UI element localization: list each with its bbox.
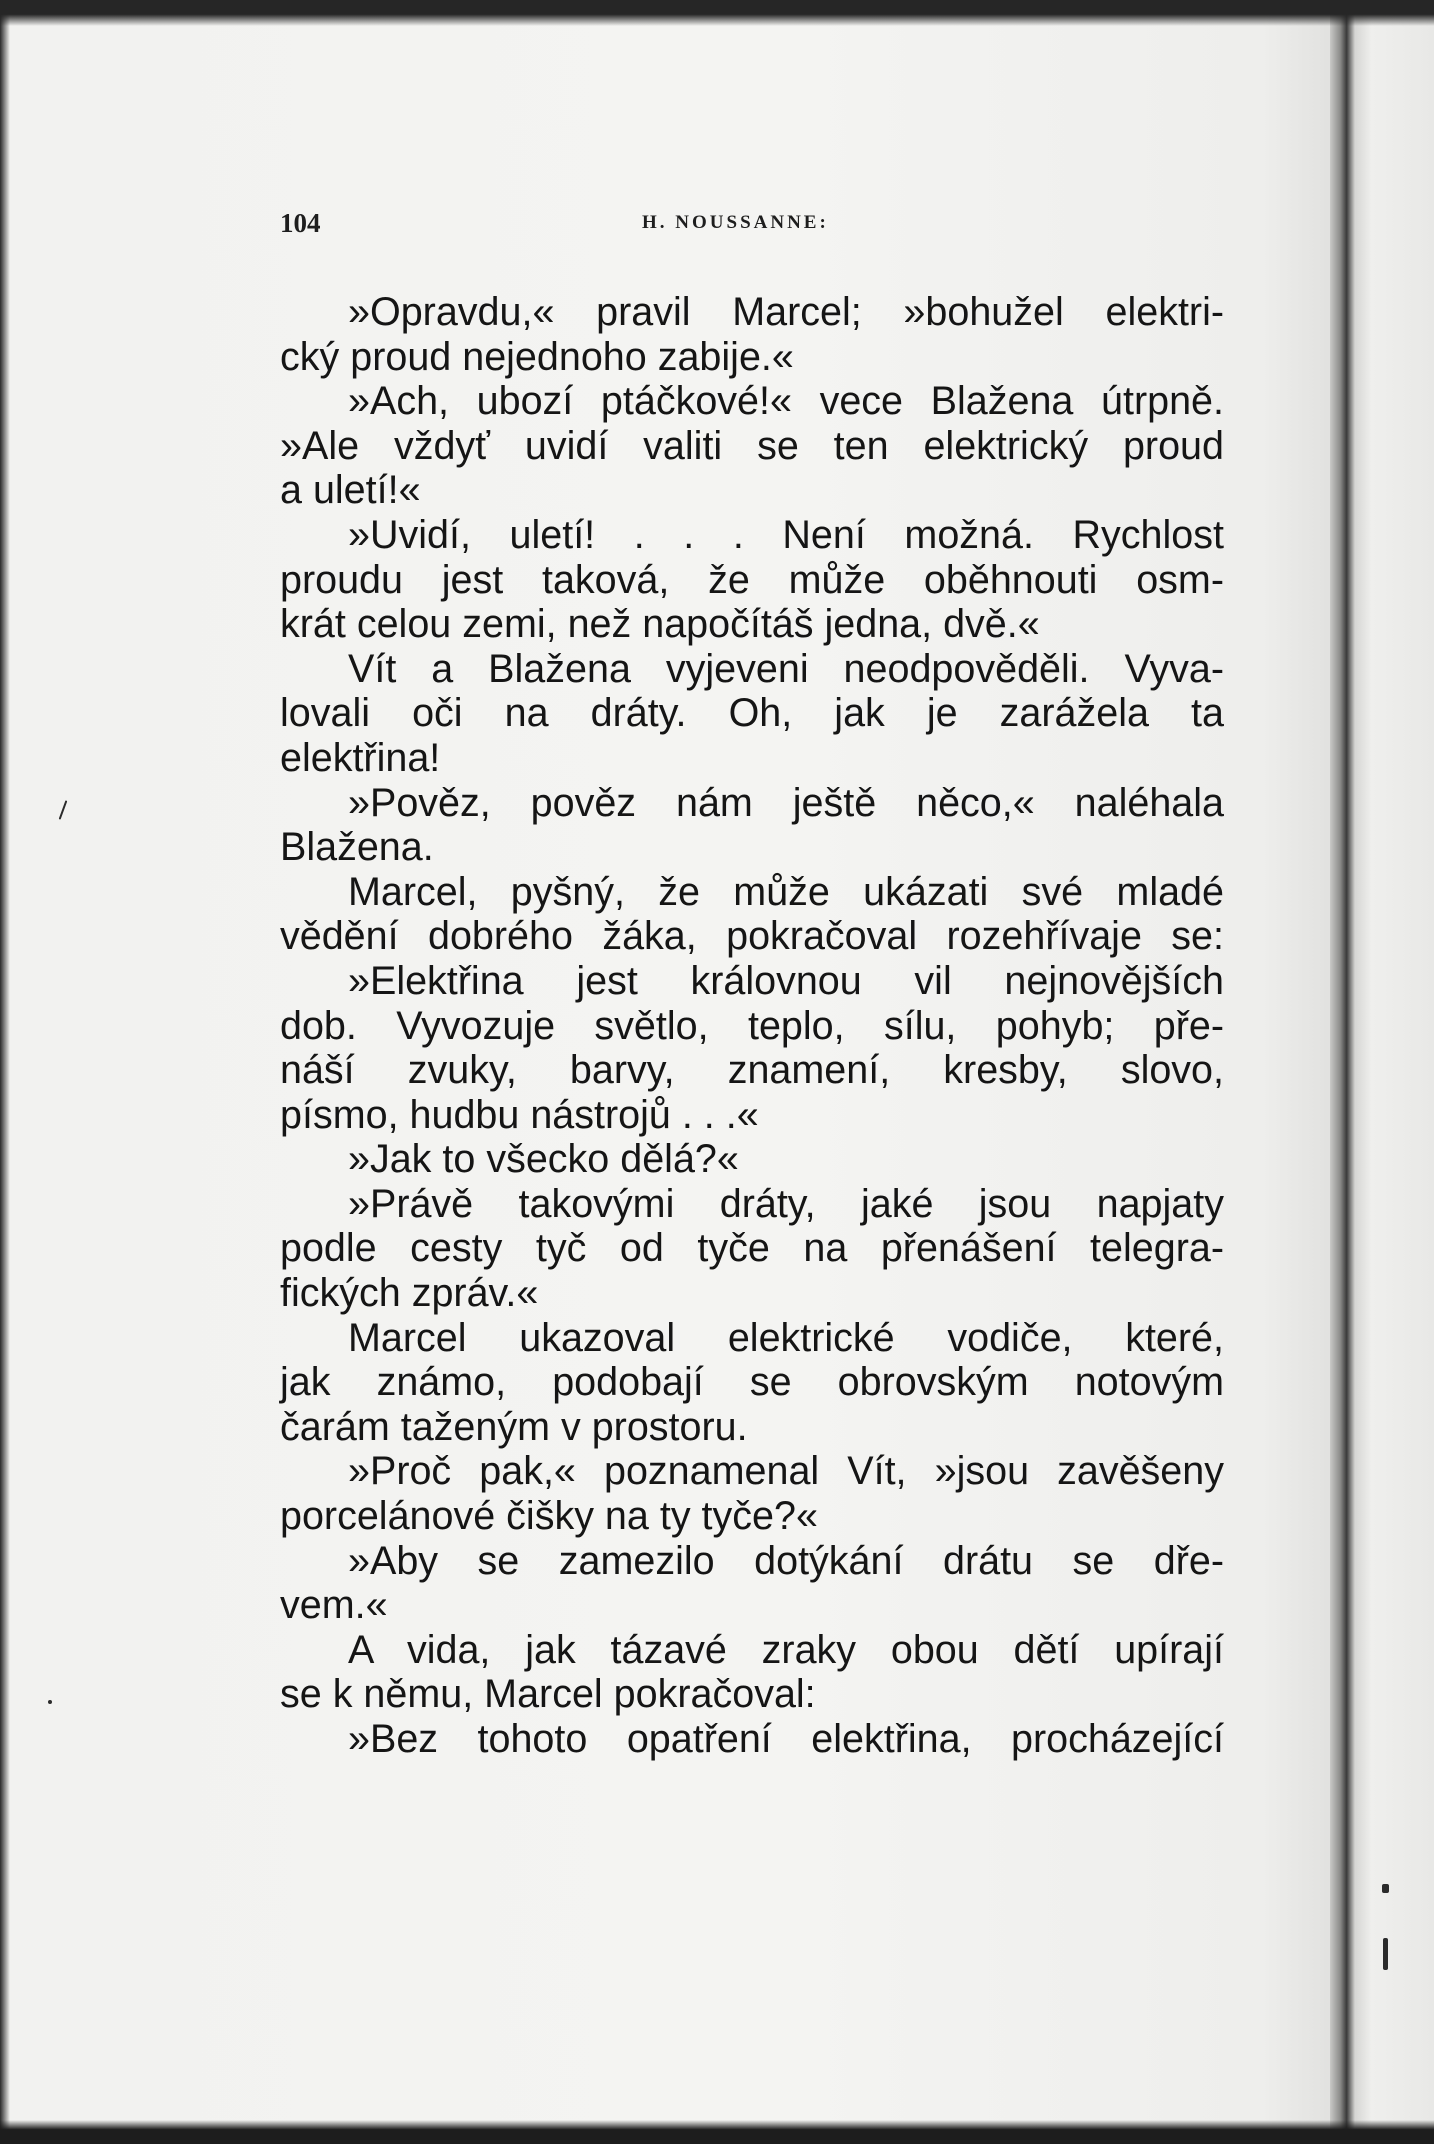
text-line: »Opravdu,« pravil Marcel; »bohužel elektri- <box>348 290 1224 334</box>
running-head: H. NOUSSANNE: <box>642 212 829 233</box>
text-line: »Ach, ubozí ptáčkové!« vece Blažena útrpně. <box>348 379 1224 424</box>
page-header <box>280 208 1220 248</box>
scan-top-border <box>0 0 1434 26</box>
text-line: »Ale vždyť uvidí valiti se ten elektrický proud <box>280 423 1224 468</box>
text-line: »Právě takovými dráty, jaké jsou napjaty <box>348 1181 1224 1226</box>
text-line: »Uvidí, uletí! . . . Není možná. Rychlost <box>348 512 1224 557</box>
text-line: dob. Vyvozuje světlo, teplo, sílu, pohyb; pře- <box>280 1003 1224 1048</box>
text-line: elektřina! <box>280 735 441 780</box>
text-line: proudu jest taková, že může oběhnouti osm- <box>280 557 1224 602</box>
text-line: A vida, jak tázavé zraky obou dětí upírají <box>348 1627 1224 1672</box>
text-line: »Bez tohoto opatření elektřina, procházející <box>348 1717 1224 1761</box>
text-line: Marcel, pyšný, že může ukázati své mladé <box>348 869 1224 914</box>
text-line: krát celou zemi, než napočítáš jedna, dvě.« <box>280 602 1040 647</box>
book-spine-shadow <box>1330 0 1434 2144</box>
page-number: 104 <box>280 208 321 238</box>
text-line: čarám taženým v prostoru. <box>280 1404 748 1449</box>
scan-speck <box>59 800 68 819</box>
text-line: »Elektřina jest královnou vil nejnovějších <box>348 958 1224 1003</box>
text-line: porcelánové čišky na ty tyče?« <box>280 1494 818 1539</box>
text-line: Marcel ukazoval elektrické vodiče, které, <box>348 1315 1224 1360</box>
text-line: písmo, hudbu nástrojů . . .« <box>280 1092 759 1137</box>
page-left-edge-shadow <box>0 0 10 2144</box>
text-line: cký proud nejednoho zabije.« <box>280 334 794 379</box>
text-line: »Jak to všecko dělá?« <box>348 1137 739 1182</box>
scan-speck <box>1383 1938 1388 1970</box>
text-line: a uletí!« <box>280 468 421 513</box>
text-line: »Pověz, pověz nám ještě něco,« naléhala <box>348 780 1224 825</box>
scan-speck <box>1382 1884 1389 1893</box>
text-line: fických zpráv.« <box>280 1271 539 1316</box>
text-line: Blažena. <box>280 825 434 870</box>
text-line: náší zvuky, barvy, znamení, kresby, slovo, <box>280 1048 1224 1093</box>
text-line: podle cesty tyč od tyče na přenášení telegra- <box>280 1226 1224 1271</box>
text-line: Vít a Blažena vyjeveni neodpověděli. Vyva- <box>348 646 1224 691</box>
text-line: vědění dobrého žáka, pokračoval rozehřívaje se: <box>280 914 1224 959</box>
scan-bottom-border <box>0 2120 1434 2144</box>
text-line: jak známo, podobají se obrovským notovým <box>280 1360 1224 1405</box>
text-line: lovali oči na dráty. Oh, jak je zarážela ta <box>280 691 1224 736</box>
scan-speck <box>48 1700 52 1704</box>
text-line: se k němu, Marcel pokračoval: <box>280 1672 816 1717</box>
body-text <box>280 290 1224 1762</box>
text-line: vem.« <box>280 1583 388 1628</box>
text-line: »Aby se zamezilo dotýkání drátu se dře- <box>348 1538 1224 1583</box>
text-line: »Proč pak,« poznamenal Vít, »jsou zavěšeny <box>348 1449 1224 1494</box>
